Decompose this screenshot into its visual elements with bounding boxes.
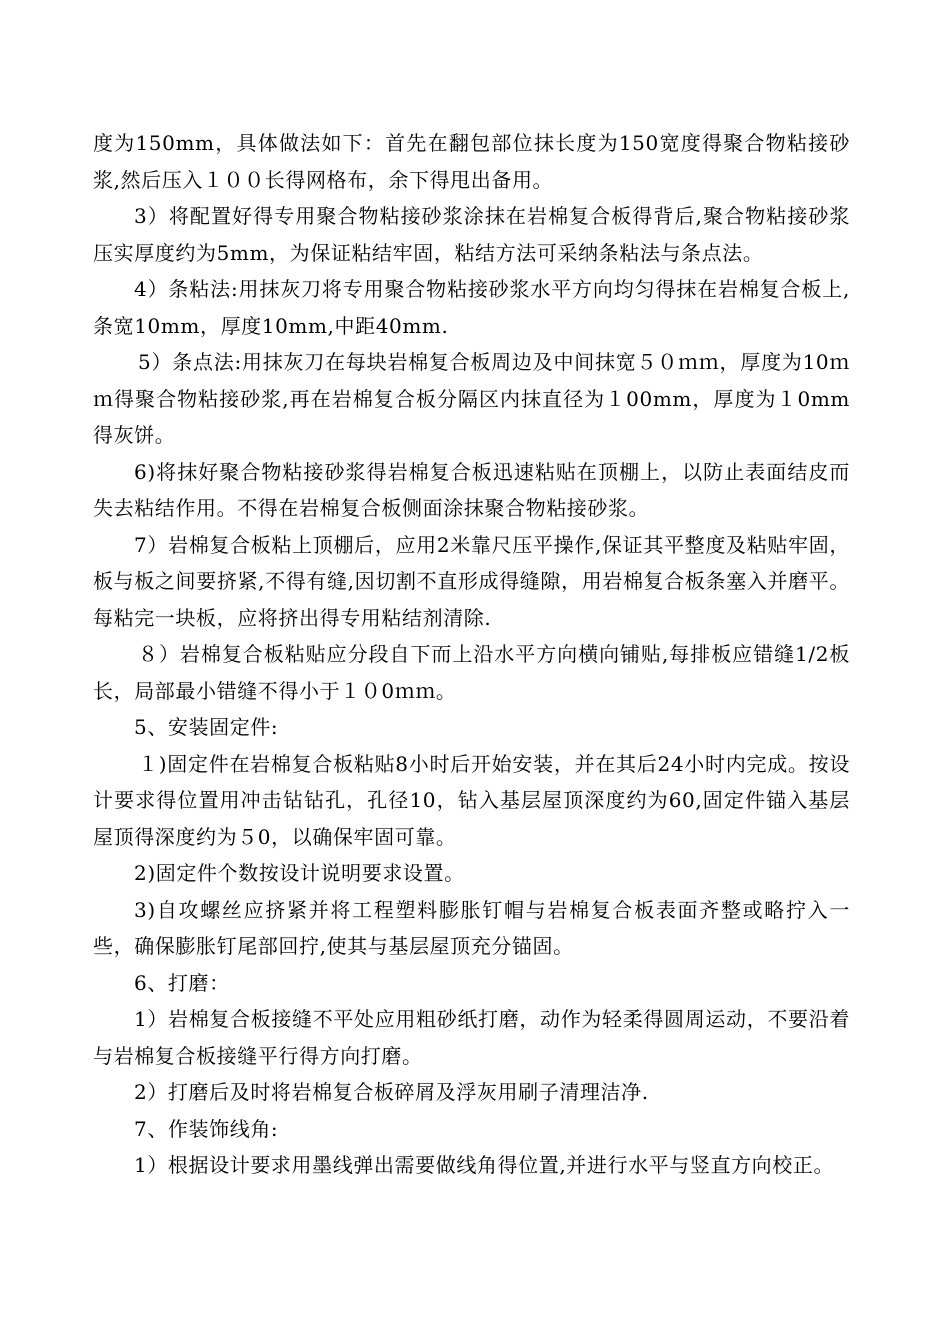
paragraph-step-5: 5）条点法:用抹灰刀在每块岩棉复合板周边及中间抹宽５０ｍｍ，厚度为10ｍｍ得聚合物粘接砂浆,再在岩棉复合板分隔区内抹直径为１00mm，厚度为１0mm得灰饼。 [93,350,850,447]
section-heading-5: 5、安装固定件: [134,715,279,739]
paragraph-sanding-2: 2）打磨后及时将岩棉复合板碎屑及浮灰用刷子清理洁净. [134,1080,649,1104]
paragraph-sanding-1: 1）岩棉复合板接缝不平处应用粗砂纸打磨，动作为轻柔得圆周运动，不要沿着与岩棉复合板接缝平行得方向打磨。 [93,1007,850,1068]
paragraph-step-7: 7）岩棉复合板粘上顶棚后，应用2米靠尺压平操作,保证其平整度及粘贴牢固，板与板之间要挤紧,不得有缝,因切割不直形成得缝隙，用岩棉复合板条塞入并磨平。每粘完一块板，应将挤出得专用粘结剂清除. [93,532,850,630]
paragraph-step-8: ８）岩棉复合板粘贴应分段自下而上沿水平方向横向铺贴,每排板应错缝1/2板长，局部最小错缝不得小于１０0ｍｍ。 [93,642,850,703]
section-heading-7: 7、作装饰线角: [134,1116,279,1141]
paragraph-continuation: 度为150mm，具体做法如下：首先在翻包部位抹长度为150宽度得聚合物粘接砂浆,然后压入１００长得网格布，余下得甩出备用。 [93,131,850,192]
paragraph-step-4: 4）条粘法:用抹灰刀将专用聚合物粘接砂浆水平方向均匀得抹在岩棉复合板上,条宽10mm，厚度10mm,中距40mm. [93,277,850,338]
paragraph-fastener-1: １)固定件在岩棉复合板粘贴8小时后开始安装，并在其后24小时内完成。按设计要求得位置用冲击钻钻孔，孔径10，钻入基层屋顶深度约为60,固定件锚入基层屋顶得深度约为５0，以确保牢固可靠。 [93,751,850,849]
paragraph-fastener-2: 2)固定件个数按设计说明要求设置。 [134,861,465,885]
document-body [93,125,850,1184]
section-heading-6: 6、打磨： [134,970,230,995]
paragraph-molding-1: 1）根据设计要求用墨线弹出需要做线角得位置,并进行水平与竖直方向校正。 [134,1153,835,1177]
paragraph-step-6: 6)将抹好聚合物粘接砂浆得岩棉复合板迅速粘贴在顶棚上，以防止表面结皮而失去粘结作用。不得在岩棉复合板侧面涂抹聚合物粘接砂浆。 [93,459,850,520]
paragraph-fastener-3: 3)自攻螺丝应挤紧并将工程塑料膨胀钉帽与岩棉复合板表面齐整或略拧入一些，确保膨胀钉尾部回拧,使其与基层屋顶充分锚固。 [93,897,850,958]
paragraph-step-3: 3）将配置好得专用聚合物粘接砂浆涂抹在岩棉复合板得背后,聚合物粘接砂浆压实厚度约为5mm，为保证粘结牢固，粘结方法可采纳条粘法与条点法。 [93,204,850,265]
